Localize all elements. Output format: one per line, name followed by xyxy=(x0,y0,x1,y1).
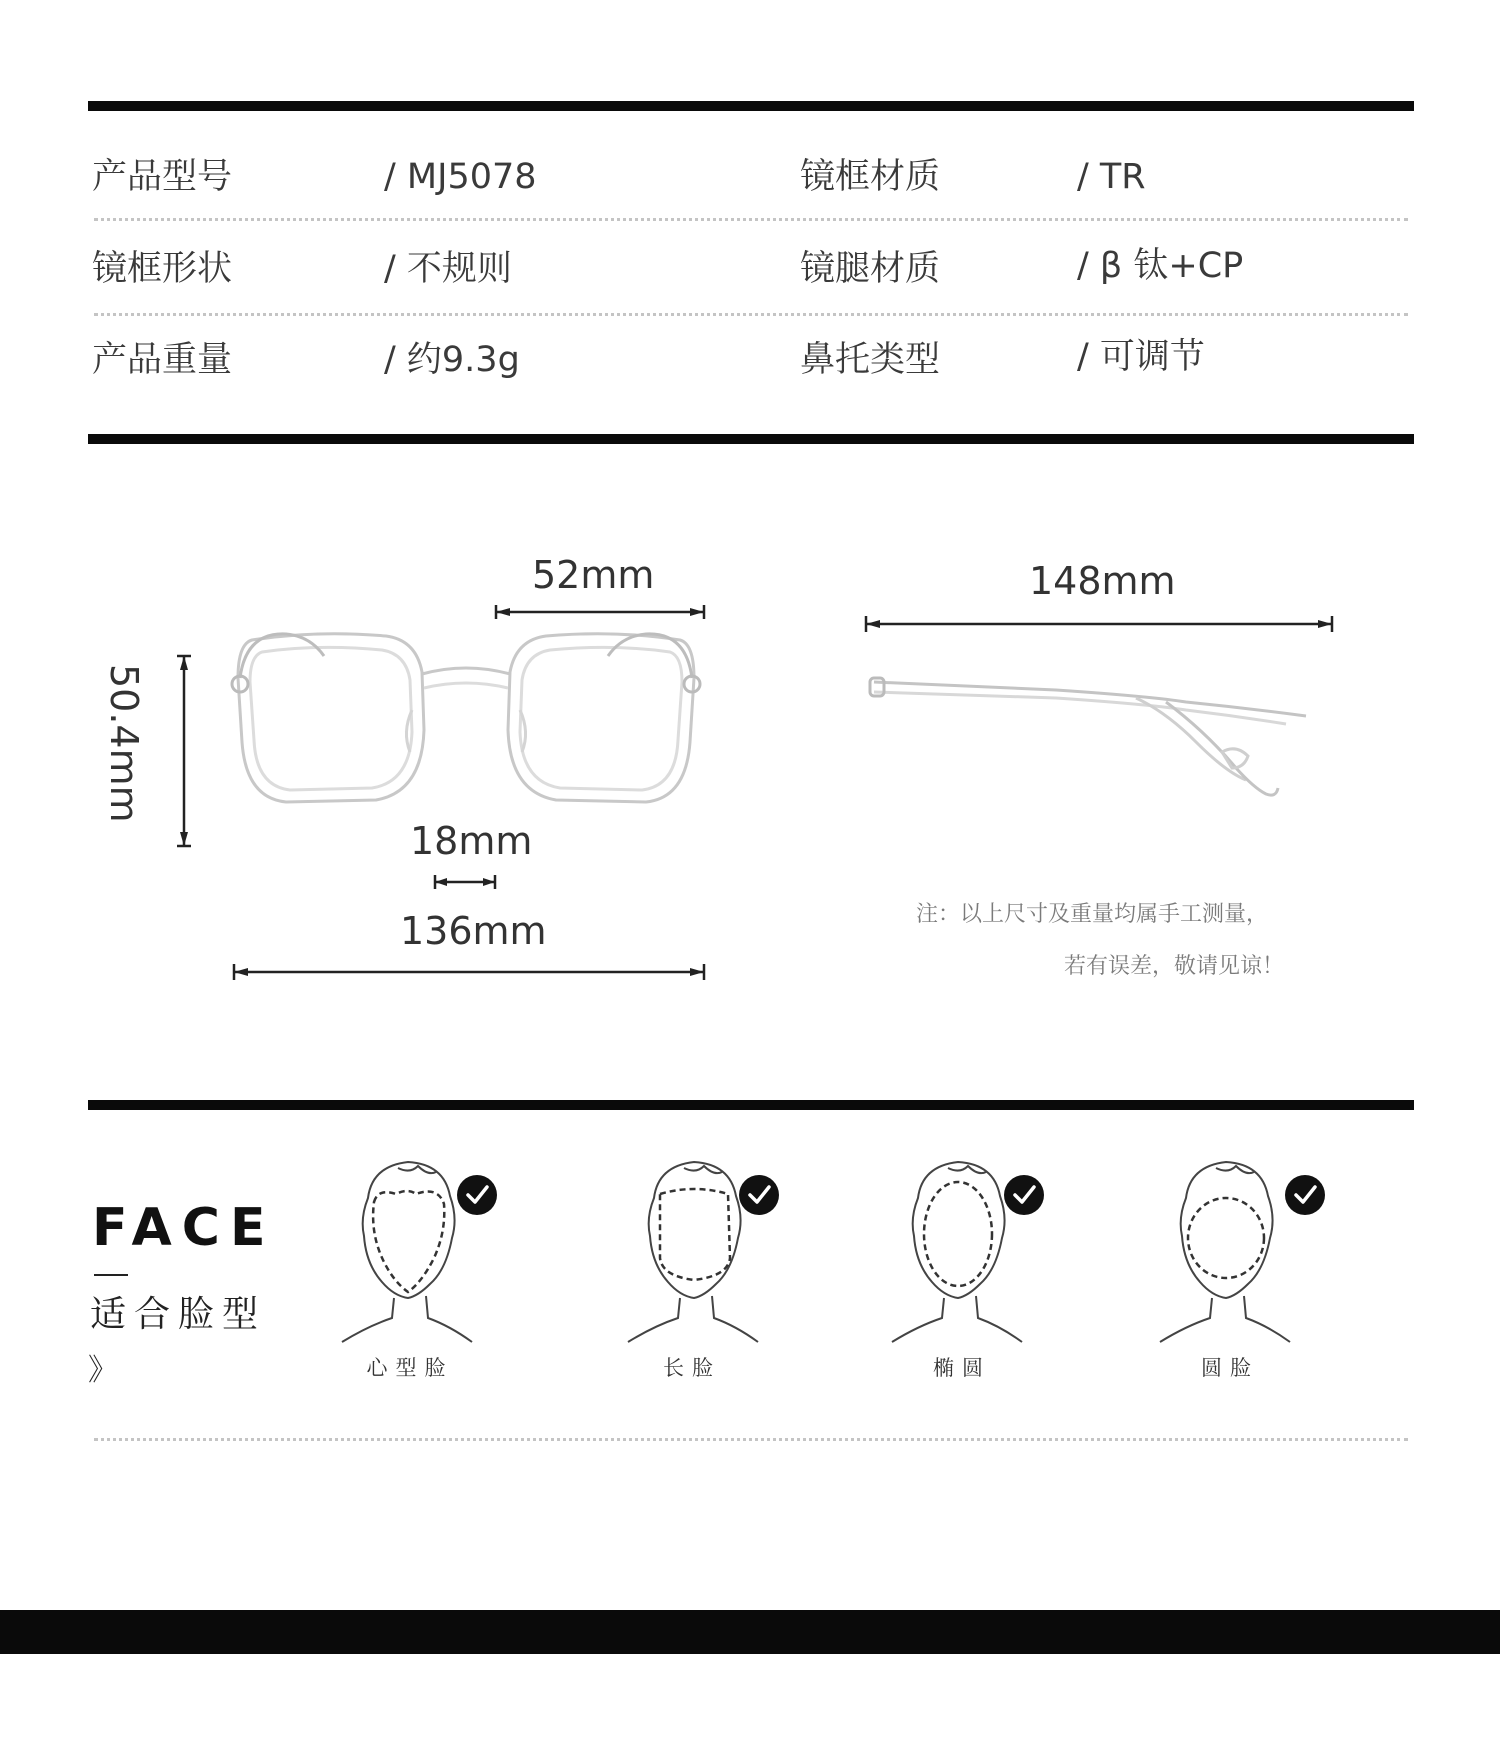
spec-label-frame-shape: 镜框形状 xyxy=(92,249,233,289)
lens-height-label: 50.4mm xyxy=(102,664,146,823)
lens-width-dimension-line xyxy=(490,604,710,624)
row-divider xyxy=(94,218,1408,221)
lens-width-label: 52mm xyxy=(532,553,655,597)
temple-length-dimension-line xyxy=(862,614,1336,634)
row-divider xyxy=(94,313,1408,316)
face-type-label: 圆脸 xyxy=(1201,1356,1259,1380)
note-line-1: 注：以上尺寸及重量均属手工测量， xyxy=(916,902,1269,927)
spec-value-frame-shape: / 不规则 xyxy=(384,249,512,289)
spec-value-nose-pad: / 可调节 xyxy=(1077,337,1205,377)
spec-label-nose-pad: 鼻托类型 xyxy=(800,340,941,380)
temple-side-image xyxy=(866,672,1346,812)
spec-value-model: / MJ5078 xyxy=(384,157,537,197)
bridge-width-dimension-line xyxy=(432,874,498,890)
frame-width-dimension-line xyxy=(230,963,708,981)
spec-label-temple-material: 镜腿材质 xyxy=(800,249,941,289)
face-type-label: 椭圆 xyxy=(933,1356,991,1380)
bridge-width-label: 18mm xyxy=(410,819,533,863)
spec-value-frame-material: / TR xyxy=(1077,157,1146,197)
round-face-illustration xyxy=(1156,1158,1296,1338)
check-icon xyxy=(456,1174,498,1216)
face-section-bottom-divider xyxy=(94,1438,1408,1441)
spec-value-weight: / 约9.3g xyxy=(384,340,520,380)
footer-bar xyxy=(0,1610,1500,1654)
face-title-underline xyxy=(94,1274,128,1276)
face-section-divider xyxy=(88,1100,1414,1110)
lens-height-dimension-line xyxy=(174,652,194,850)
face-subtitle: 适合脸型 xyxy=(90,1294,267,1335)
temple-length-label: 148mm xyxy=(1029,559,1176,603)
check-icon xyxy=(1003,1174,1045,1216)
note-line-2: 若有误差，敬请见谅！ xyxy=(1064,954,1285,979)
frame-width-label: 136mm xyxy=(400,909,547,953)
spec-value-temple-material: / β 钛+CP xyxy=(1077,246,1244,286)
top-divider xyxy=(88,101,1414,111)
spec-label-frame-material: 镜框材质 xyxy=(800,157,941,197)
face-arrow-icon: 》 xyxy=(88,1353,118,1388)
spec-label-weight: 产品重量 xyxy=(92,340,233,380)
face-title: FACE xyxy=(92,1198,276,1258)
spec-bottom-divider xyxy=(88,434,1414,444)
face-type-label: 长脸 xyxy=(663,1356,721,1380)
check-icon xyxy=(1284,1174,1326,1216)
face-type-label: 心型脸 xyxy=(366,1356,454,1380)
check-icon xyxy=(738,1174,780,1216)
spec-label-model: 产品型号 xyxy=(92,157,233,197)
glasses-front-image xyxy=(226,622,706,812)
